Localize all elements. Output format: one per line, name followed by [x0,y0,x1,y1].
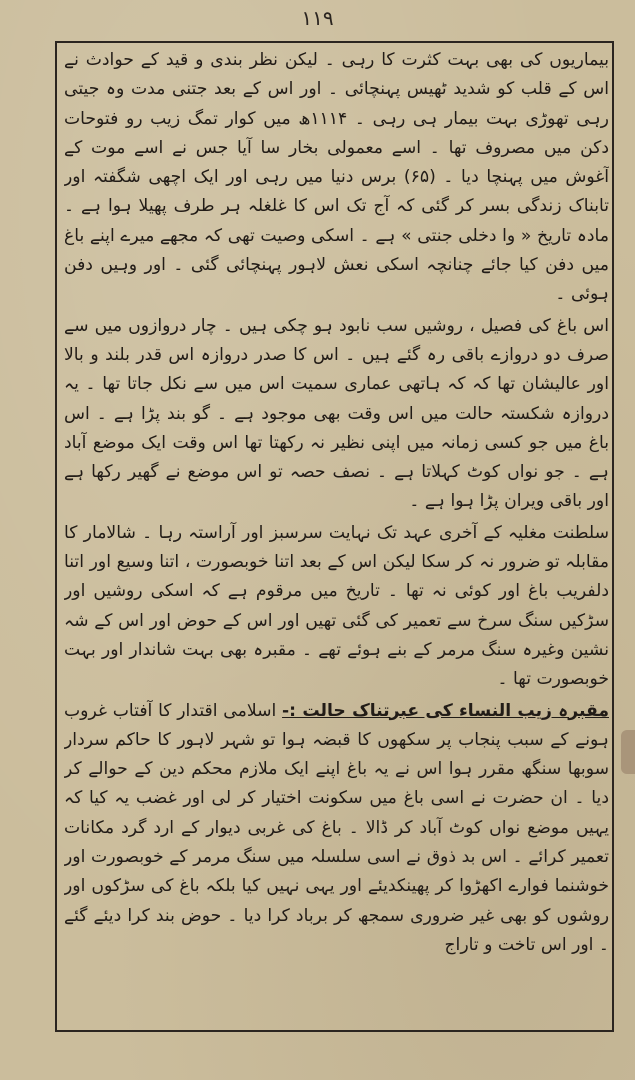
page-text [64,46,609,1026]
paragraph-3: سلطنت مغلیہ کے آخری عہد تک نہایت سرسبز اور آراستہ رہا ۔ شالامار کا مقابلہ تو ضرور نہ کر سکا لیکن اس کے بعد اتنا خوبصورت ، اتنا وسیع اور اتنا دلفریب باغ اور کوئی نہ تھا ۔ تاریخ میں مرقوم ہے کہ اسکی روشیں اور سڑکیں سنگ سرخ سے تعمیر کی گئی تھیں اور اس کے حوض اور اس کے شہ نشین وغیرہ سنگ مرمر کے بنے ہوئے تھے ۔ مقبرہ بھی بہت شاندار اور بہت خوبصورت تھا ۔ [64,522,609,690]
paragraph-2: اس باغ کی فصیل ، روشیں سب نابود ہو چکی ہیں ۔ چار دروازوں میں سے صرف دو دروازے باقی رہ گئے ہیں ۔ اس کا صدر دروازہ اس قدر بلند و بالا اور عالیشان تھا کہ کہ ہاتھی عماری سمیت اس میں سے نکل جاتا تھا ۔ یہ دروازہ شکستہ حالت میں اس وقت بھی موجود ہے ۔ گو بند پڑا ہے ۔ اس باغ میں جو کسی زمانہ میں اپنی نظیر نہ رکھتا تھا اس وقت ایک موضع آباد ہے ۔ جو نواں کوٹ کہلاتا ہے ۔ نصف حصہ تو اس موضع نے گھیر رکھا ہے اور باقی ویران پڑا ہوا ہے ۔ [64,315,609,512]
paragraph-1: بیماریوں کی بھی بہت کثرت کا رہی ۔ لیکن نظر بندی و قید کے حوادث نے اس کے قلب کو شدید ٹھیس پہنچائی ۔ اور اس کے بعد جتنی مدت وہ جیتی رہی تھوڑی بہت بیمار ہی رہی ۔ ۱۱۱۴ھ میں کوار تمگ زیب رو فتوحات دکن میں مصروف تھا ۔ اسے معمولی بخار سا آیا جس نے اسے موت کے آغوش میں پہنچا دیا ۔ (۶۵) برس دنیا میں رہی اور ایک اچھی شگفتہ اور تابناک زندگی بسر کر گئی کہ آج تک اس کا غلغلہ ہر طرف پھیلا ہوا ہے ۔ مادہ تاریخ « وا دخلی جنتی » ہے ۔ اسکی وصیت تھی کہ مجھے میرے اپنے باغ میں دفن کیا جائے چنانچہ اسکی نعش لاہور پہنچائی گئی ۔ اور وہیں دفن ہوئی ۔ [64,50,609,305]
page-edge-tab [621,730,635,774]
section-heading: مقبرہ زیب النساء کی عبرتناک حالت :- [282,700,609,721]
paragraph-4 [64,697,609,961]
page-number: ۱۱۹ [301,6,334,30]
paragraph-4-text: اسلامی اقتدار کا آفتاب غروب ہونے کے سبب پنجاب پر سکھوں کا قبضہ ہوا تو شہر لاہور کا حاکم سردار سوبھا سنگھ مقرر ہوا اس نے یہ باغ اپنے ایک ملازم محکم دین کے حوالے کر دیا ۔ ان حضرت نے اسی باغ میں سکونت اختیار کر لی اور غضب یہ کیا کہ یہیں موضع نواں کوٹ آباد کر ڈالا ۔ باغ کی غربی دیوار کے ارد گرد مکانات تعمیر کرائے ۔ اس بد ذوق نے اسی سلسلہ میں سنگ مرمر کے خوبصورت اور خوشنما فوارے اکھڑوا کر پھینکدیئے اور یہی نہیں کیا بلکہ باغ کی سڑکوں اور روشوں کو بھی غیر ضروری سمجھ کر برباد کرا دیا ۔ حوض بند کرا دیئے گئے ۔ اور اس تاخت و تاراج [64,700,609,955]
